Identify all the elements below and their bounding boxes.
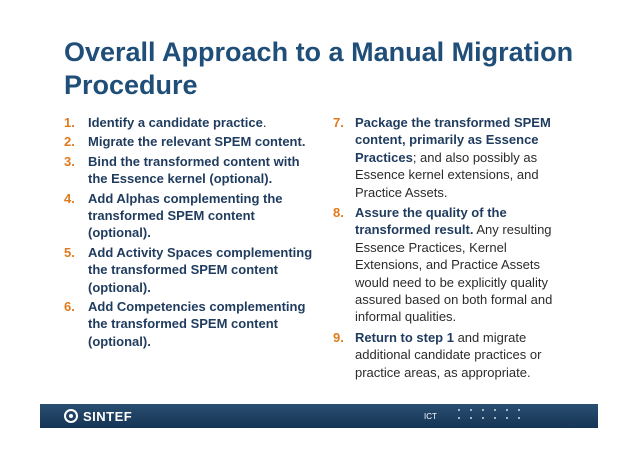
step-number: 5. [64,244,75,260]
left-steps-list [64,114,316,352]
list-item [331,114,571,201]
step-text-normal: and migrate additional candidate practices or practice areas, as appropriate. [355,329,542,380]
page-number: 14 [566,418,577,428]
list-item [64,190,316,242]
dot [494,409,496,411]
sintef-logo [64,408,132,424]
unit-label: ICT [424,412,437,421]
step-text: Add Activity Spaces complementing the transformed SPEM content (optional). [88,244,313,295]
step-number: 9. [333,329,344,345]
step-number: 2. [64,134,75,150]
list-item [64,133,316,150]
step-text-normal: Any resulting Essence Practices, Kernel Extensions, and Practice Assets would need to be explicitly quality assured based on both formal and informal qualities. [355,222,553,325]
dot-pattern [458,409,530,419]
dot [506,417,508,419]
step-text: Migrate the relevant SPEM content. [88,134,306,150]
dot [506,409,508,411]
dot [482,417,484,419]
list-item [64,244,316,296]
step-number: 8. [333,205,344,221]
dot [458,409,460,411]
step-text: Assure the quality of the transformed result. [355,205,507,238]
list-item [331,329,571,381]
step-text: Add Competencies complementing the transformed SPEM content (optional). [88,299,306,349]
list-item [64,153,316,188]
slide-title: Overall Approach to a Manual Migration Procedure [64,37,574,100]
list-item [64,114,316,131]
dot [482,409,484,411]
list-item [64,298,316,350]
step-number: 3. [64,153,75,169]
step-text: Package the transformed SPEM content, primarily as Essence Practices [355,115,551,165]
sintef-logo-icon [64,409,78,423]
dot [518,409,520,411]
list-item [331,204,571,326]
step-text-normal: ; and also possibly as Essence kernel extensions, and Practice Assets. [355,149,539,200]
step-text: Identify a candidate practice [88,115,263,130]
step-number: 7. [333,115,344,130]
dot [494,417,496,419]
footer-bar [40,404,598,428]
logo-text: SINTEF [83,408,133,424]
dot [470,417,472,419]
dot [458,417,460,419]
step-text: Bind the transformed content with the Essence kernel (optional). [88,153,300,187]
step-number: 6. [64,299,75,315]
step-text: Add Alphas complementing the transformed SPEM content (optional). [88,190,283,241]
step-text: Return to step 1 [355,329,454,345]
step-number: 1. [64,115,75,130]
step-number: 4. [64,190,75,206]
step-text-normal: . [262,115,267,130]
dot [518,417,520,419]
dot [470,409,472,411]
right-steps-list [331,114,571,384]
